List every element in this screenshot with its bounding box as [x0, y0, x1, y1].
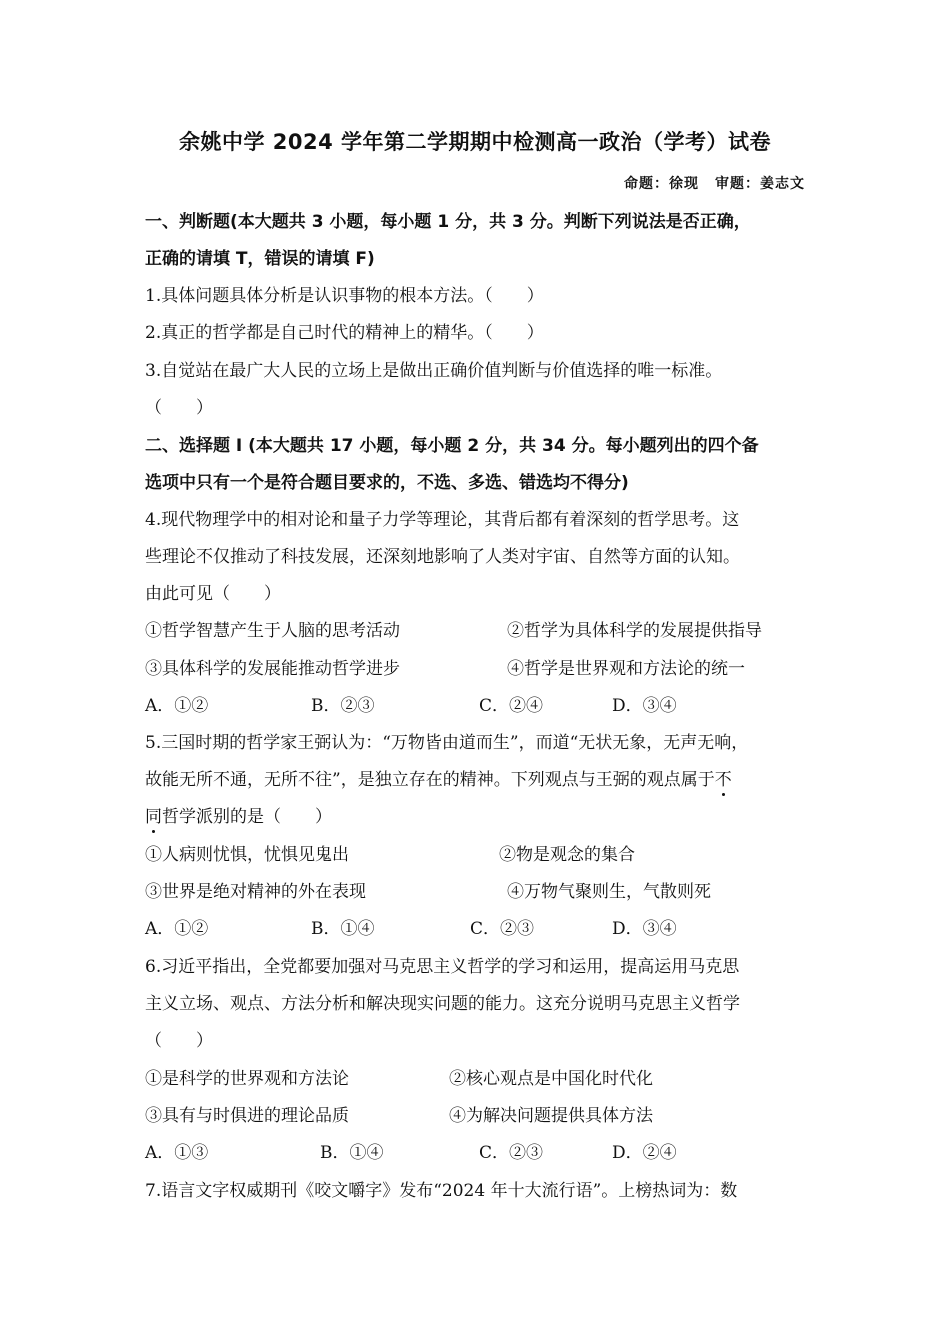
q5-line3-text: 哲学派别的是（ ）: [162, 807, 332, 827]
q6-option-3: ③具有与时俱进的理论品质: [145, 1106, 349, 1126]
question-4-line2: 些理论不仅推动了科技发展，还深刻地影响了人类对宇宙、自然等方面的认知。: [145, 547, 740, 567]
setter: 命题：徐现: [624, 176, 699, 192]
q6-option-4: ④为解决问题提供具体方法: [449, 1106, 653, 1126]
q4-option-3: ③具体科学的发展能推动哲学进步: [145, 659, 400, 679]
emphasis-char-tong: 同: [145, 807, 162, 827]
q4-choice-a: A．①②: [145, 696, 209, 716]
q4-option-4: ④哲学是世界观和方法论的统一: [507, 659, 745, 679]
q6-option-2: ②核心观点是中国化时代化: [449, 1069, 653, 1089]
q5-choice-d: D．③④: [612, 919, 677, 939]
reviewer: 审题：姜志文: [715, 176, 805, 192]
section2-heading-line1: 二、选择题 I (本大题共 17 小题，每小题 2 分，共 34 分。每小题列出的四个备: [145, 436, 759, 456]
q5-option-1: ①人病则忧惧，忧惧见鬼出: [145, 845, 349, 865]
section1-heading-line2: 正确的请填 T，错误的请填 F): [145, 249, 375, 269]
q6-choice-a: A．①③: [145, 1143, 209, 1163]
question-6-line3: （ ）: [145, 1031, 213, 1051]
emphasis-char-bu: 不: [714, 770, 732, 790]
q5-choice-b: B．①④: [311, 919, 375, 939]
question-2: 2.真正的哲学都是自己时代的精神上的精华。（ ）: [145, 323, 544, 343]
q6-choice-b: B．①④: [320, 1143, 384, 1163]
q6-choice-d: D．②④: [612, 1143, 677, 1163]
q4-option-1: ①哲学智慧产生于人脑的思考活动: [145, 621, 400, 641]
question-1: 1.具体问题具体分析是认识事物的根本方法。（ ）: [145, 286, 544, 306]
question-5-line2: [145, 768, 810, 792]
q5-option-3: ③世界是绝对精神的外在表现: [145, 882, 366, 902]
q5-line2-text: 故能无所不通，无所不往”，是独立存在的精神。下列观点与王弼的观点属于: [145, 770, 715, 790]
exam-title: 余姚中学 2024 学年第二学期期中检测高一政治（学考）试卷: [178, 130, 772, 154]
question-3-line1: 3.自觉站在最广大人民的立场上是做出正确价值判断与价值选择的唯一标准。: [145, 361, 723, 381]
q6-choice-c: C．②③: [479, 1143, 544, 1163]
question-5-line3: [145, 805, 810, 829]
q4-option-2: ②哲学为具体科学的发展提供指导: [507, 621, 762, 641]
q5-option-4: ④万物气聚则生，气散则死: [507, 882, 711, 902]
q4-choice-c: C．②④: [479, 696, 544, 716]
question-6-line2: 主义立场、观点、方法分析和解决现实问题的能力。这充分说明马克思主义哲学: [145, 994, 740, 1014]
q4-choice-d: D．③④: [612, 696, 677, 716]
section1-heading-line1: 一、判断题(本大题共 3 小题，每小题 1 分，共 3 分。判断下列说法是否正确，: [145, 212, 751, 232]
question-6-line1: 6.习近平指出，全党都要加强对马克思主义哲学的学习和运用，提高运用马克思: [145, 957, 740, 977]
question-5-line1: 5.三国时期的哲学家王弼认为：“万物皆由道而生”，而道“无状无象，无声无响，: [145, 733, 749, 753]
q5-option-2: ②物是观念的集合: [499, 845, 635, 865]
question-4-line1: 4.现代物理学中的相对论和量子力学等理论，其背后都有着深刻的哲学思考。这: [145, 510, 740, 530]
section2-heading-line2: 选项中只有一个是符合题目要求的，不选、多选、错选均不得分): [145, 473, 629, 493]
author-line: [608, 173, 805, 193]
q4-choice-b: B．②③: [311, 696, 375, 716]
q6-option-1: ①是科学的世界观和方法论: [145, 1069, 349, 1089]
question-3-line2: （ ）: [145, 398, 213, 418]
q5-choice-c: C．②③: [470, 919, 535, 939]
q5-choice-a: A．①②: [145, 919, 209, 939]
question-4-line3: 由此可见（ ）: [145, 584, 281, 604]
question-7-line1: 7.语言文字权威期刊《咬文嚼字》发布“2024 年十大流行语”。上榜热词为：数: [145, 1181, 738, 1201]
